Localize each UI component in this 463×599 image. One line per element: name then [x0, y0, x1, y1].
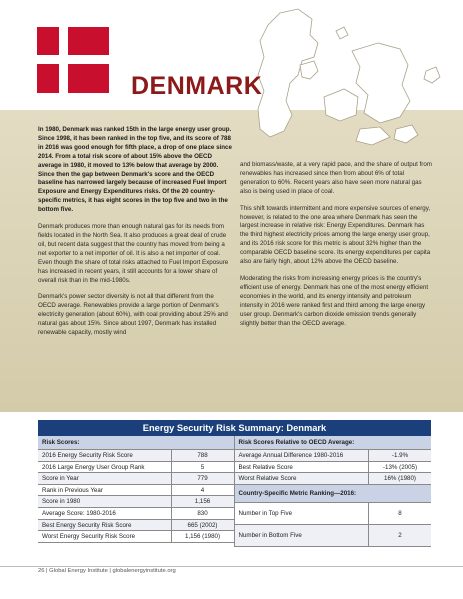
table-row	[38, 531, 234, 543]
row-value: -13% (2005)	[382, 463, 418, 471]
table-row	[235, 462, 432, 474]
row-value: 665 (2002)	[187, 521, 218, 529]
table-row	[38, 473, 234, 485]
row-label: Worst Energy Security Risk Score	[38, 531, 172, 542]
risk-scores-column	[38, 436, 235, 547]
right-column	[240, 161, 432, 336]
table-row	[235, 503, 432, 525]
row-label: 2016 Large Energy User Group Rank	[38, 462, 172, 473]
left-column	[38, 126, 232, 346]
body-paragraph: This shift towards intermittent and more expensive sources of energy, however, is related to the one area where Denmark has seen the largest increase in relative risk: Energy Expenditures. Denmark has the third highest electricity prices among the large energy user group, and its 2016 risk score for this metric is about 32% higher than the comparable OECD baseline score. Its energy expenditures per capita also are fairly high, about 12% above the OECD baseline.	[240, 204, 431, 266]
table-row	[38, 462, 234, 474]
table-title: Energy Security Risk Summary: Denmark	[38, 420, 431, 436]
page-title: DENMARK	[131, 72, 263, 100]
table-row	[38, 485, 234, 497]
row-label: Number in Top Five	[235, 503, 370, 524]
table-row	[38, 520, 234, 532]
relative-scores-header: Risk Scores Relative to OECD Average:	[235, 436, 432, 450]
body-paragraph: Denmark's power sector diversity is not all that different from the OECD average. Renewables provide a large portion of Denmark's electricity generation (about 60%), with coal providing about 25% and natural gas about 15%. Since about 1997, Denmark has installed renewable capacity, mostly wind	[38, 293, 228, 337]
row-value: 5	[200, 463, 205, 471]
row-value: 16% (1980)	[384, 475, 416, 483]
table-row	[38, 450, 234, 462]
metric-ranking-header: Country-Specific Metric Ranking—2016:	[235, 485, 432, 503]
row-label: Average Score: 1980-2016	[38, 508, 172, 519]
risk-scores-header: Risk Scores:	[38, 436, 234, 450]
row-label: Score in Year	[38, 473, 172, 484]
row-label: Rank in Previous Year	[38, 485, 172, 496]
body-paragraph: Moderating the risks from increasing energy prices is the country's efficient use of energy. Denmark has one of the most energy efficient economies in the world, and its energy intensity and petroleum intensity in 2016 were ranked first and third among the large energy user group. Denmark's carbon dioxide emission trends generally slightly better than the OECD average.	[240, 274, 429, 327]
table-row	[235, 450, 432, 462]
row-label: 2016 Energy Security Risk Score	[38, 450, 172, 461]
table-row	[38, 496, 234, 508]
body-paragraph: and biomass/waste, at a very rapid pace, and the share of output from renewables has increased since then from about 6% of total generation to 60%. Recent years also have seen more natural gas also is being used in place of coal.	[240, 161, 432, 195]
row-value: 830	[197, 509, 208, 517]
row-value: -1.9%	[391, 452, 409, 459]
row-value: 1,156 (1980)	[184, 533, 221, 541]
row-value: 1,156	[194, 498, 211, 506]
body-paragraph: Denmark produces more than enough natural gas for its needs from fields located in the North Sea. It also produces a great deal of crude oil, but recent data suggest that the country has moved from being a net exporter to a net importer of oil. It is also a net importer of coal. Even though the share of total risks attached to Fuel Import Exposure has increased in recent years, it still accounts for a lower share of overall risk than in the mid-1980s.	[38, 223, 229, 284]
table-row	[38, 508, 234, 520]
row-value: 8	[398, 509, 402, 517]
row-label: Number in Bottom Five	[235, 525, 370, 546]
row-value: 788	[197, 452, 208, 459]
denmark-map	[240, 5, 445, 155]
row-value: 2	[398, 531, 402, 539]
row-label: Average Annual Difference 1980-2016	[235, 450, 370, 461]
relative-scores-column	[235, 436, 432, 547]
intro-paragraph: In 1980, Denmark was ranked 15th in the large energy user group. Since 1998, it has been ranked in the top five, and its score of 788 in 2016 was good enough for fifth place, a drop of one place since 2014. From a total risk score of about 15% above the OECD average in 1980, it moved to 13% below that average by 2000. Since then the gap between Denmark's score and the OECD baseline has narrowed largely because of increased Fuel Import Exposure and Energy Expenditures risks. Of the 20 country-specific metrics, it has eight scores in the top five and two in the bottom five.	[38, 126, 232, 214]
row-label: Score in 1980	[38, 496, 172, 507]
table-row	[235, 525, 432, 547]
row-label: Best Relative Score	[235, 462, 370, 473]
table-row	[235, 473, 432, 485]
denmark-flag	[37, 27, 109, 93]
row-value: 779	[197, 475, 208, 483]
footer-divider	[0, 566, 463, 567]
risk-summary-table	[38, 420, 431, 547]
row-value: 4	[200, 486, 205, 494]
row-label: Best Energy Security Risk Score	[38, 520, 172, 531]
row-label: Worst Relative Score	[235, 473, 370, 484]
page-footer: 26 | Global Energy Institute | globalenergyinstitute.org	[38, 568, 176, 574]
